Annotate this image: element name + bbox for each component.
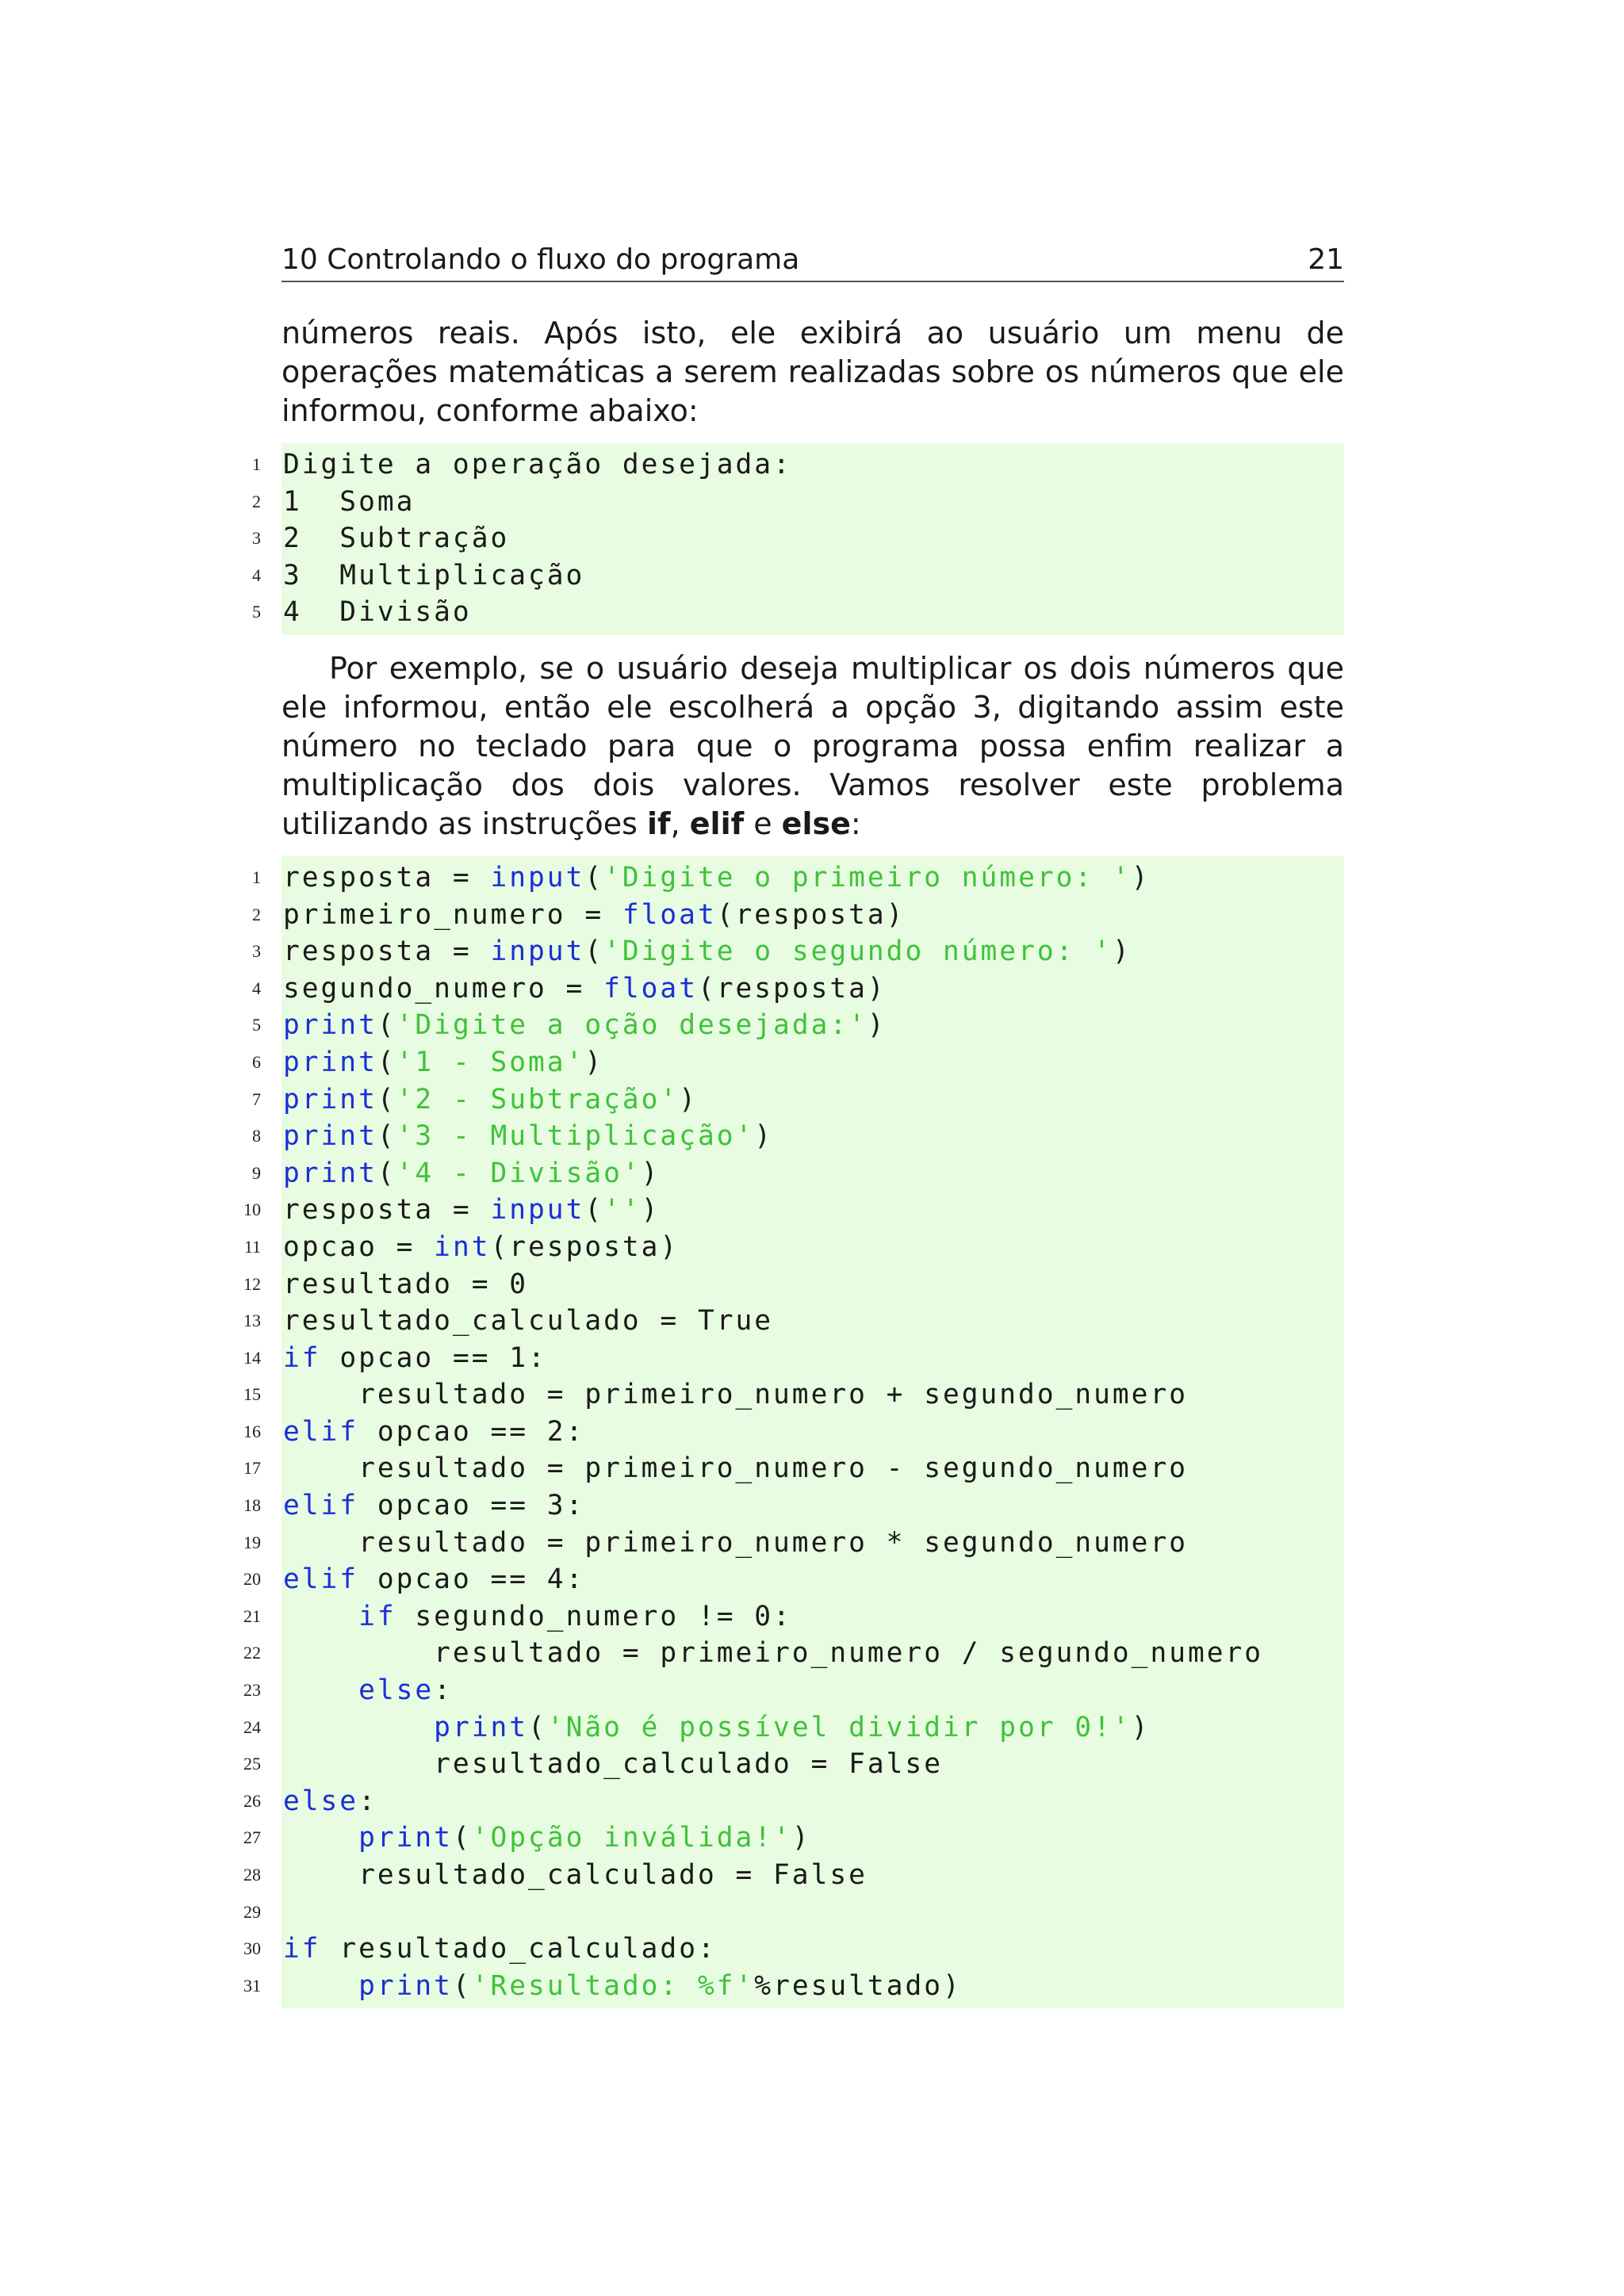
code-keyword: else — [283, 1785, 359, 1817]
code-line — [243, 1672, 1344, 1709]
code-string: 'Opção inválida!' — [471, 1822, 792, 1854]
code-line — [243, 1414, 1344, 1451]
code-line — [252, 1118, 1344, 1155]
code-text: ) — [641, 1157, 661, 1189]
line-number: 29 — [243, 1901, 261, 1922]
code-line — [252, 446, 1344, 484]
code-line — [243, 1450, 1344, 1487]
code-line — [243, 1192, 1344, 1229]
code-string: 'Resultado: %f' — [471, 1969, 755, 2002]
line-number: 12 — [243, 1273, 261, 1294]
code-line — [243, 1709, 1344, 1747]
code-text: ( — [377, 1046, 396, 1078]
code-text: ( — [377, 1083, 396, 1115]
code-line — [243, 1561, 1344, 1598]
code-text: ) — [641, 1194, 661, 1226]
running-header — [282, 241, 1344, 282]
line-number: 27 — [243, 1827, 261, 1848]
code-line — [243, 1340, 1344, 1377]
line-number: 25 — [243, 1754, 261, 1774]
code-string: 'Digite a oção desejada:' — [396, 1009, 868, 1042]
code-text: ) — [867, 1009, 887, 1042]
code-text: primeiro_numero = — [283, 898, 622, 931]
code-text: (resposta) — [490, 1230, 680, 1263]
code-text: ( — [584, 1194, 604, 1226]
code-text: ) — [679, 1083, 698, 1115]
code-line — [243, 1968, 1344, 2005]
code-line — [243, 1487, 1344, 1525]
code-text: resultado = primeiro_numero / segundo_numero — [283, 1637, 1264, 1670]
code-keyword: input — [490, 936, 585, 968]
code-text: ( — [528, 1711, 547, 1743]
line-number: 1 — [252, 867, 261, 887]
code-text: ( — [377, 1120, 396, 1153]
paragraph-end: : — [850, 806, 861, 841]
code-line — [243, 1857, 1344, 1894]
code-text: resposta = — [283, 1194, 491, 1226]
code-text: ( — [377, 1157, 396, 1189]
code-line — [252, 970, 1344, 1008]
code-text — [283, 1970, 358, 2002]
code-keyword: if — [283, 1933, 321, 1965]
code-keyword: float — [603, 972, 698, 1004]
code-line — [243, 1525, 1344, 1562]
code-line — [243, 1820, 1344, 1857]
line-number: 21 — [243, 1605, 261, 1626]
code-text: ) — [754, 1120, 774, 1153]
code-text: ( — [377, 1009, 396, 1042]
code-keyword: if — [358, 1600, 396, 1632]
line-number: 22 — [243, 1643, 261, 1663]
code-keyword: print — [283, 1120, 377, 1153]
code-text: %resultado) — [754, 1969, 962, 2002]
code-text — [283, 1601, 358, 1632]
code-keyword: elif — [283, 1415, 359, 1448]
line-number: 4 — [252, 564, 261, 585]
line-number: 2 — [252, 904, 261, 924]
line-number: 19 — [243, 1532, 261, 1552]
code-keyword: print — [283, 1009, 377, 1042]
code-keyword: elif — [283, 1563, 359, 1596]
code-text — [283, 1674, 358, 1706]
code-line — [243, 1266, 1344, 1303]
code-text: resultado = primeiro_numero - segundo_numero — [283, 1452, 1188, 1485]
code-text: : — [358, 1785, 377, 1817]
page-number: 21 — [1308, 243, 1344, 276]
code-keyword: print — [283, 1083, 377, 1115]
code-text: opcao = — [283, 1230, 435, 1263]
code-keyword: print — [283, 1157, 377, 1189]
code-string: 'Não é possível dividir por 0!' — [546, 1711, 1132, 1743]
menu-line-text: Digite a operação desejada: — [283, 449, 792, 480]
code-string: '' — [603, 1194, 642, 1226]
line-number: 31 — [243, 1975, 261, 1996]
code-text — [283, 1712, 434, 1743]
code-text: opcao == 4: — [358, 1563, 585, 1596]
line-number: 23 — [243, 1680, 261, 1701]
code-line — [243, 1376, 1344, 1414]
code-text: (resposta) — [697, 972, 887, 1004]
intro-paragraph: números reais. Após isto, ele exibirá ao usuário um menu de operações matemáticas a serem realizadas sobre os números que ele informou, conforme abaixo: — [282, 316, 1344, 428]
menu-line-text: 1 Soma — [283, 485, 416, 518]
code-line — [243, 1746, 1344, 1783]
code-text: resultado = 0 — [283, 1268, 529, 1300]
line-number: 26 — [243, 1790, 261, 1811]
code-keyword: print — [434, 1711, 529, 1743]
code-text: ) — [1112, 936, 1132, 968]
code-line — [252, 484, 1344, 521]
code-text: resultado = primeiro_numero * segundo_numero — [283, 1526, 1188, 1559]
code-keyword: input — [490, 861, 585, 894]
line-number: 2 — [252, 491, 261, 511]
line-number: 15 — [243, 1384, 261, 1405]
line-number: 5 — [252, 1015, 261, 1035]
code-text: segundo_numero != 0: — [396, 1600, 792, 1632]
line-number: 5 — [252, 602, 261, 622]
code-line — [252, 1044, 1344, 1081]
code-text: ( — [584, 936, 604, 968]
code-text: opcao == 2: — [358, 1415, 585, 1448]
example-text: Por exemplo, se o usuário deseja multiplicar os dois números que ele informou, então ele escolherá a opção 3, digitando assim este número no teclado para que o programa possa enfim realizar a multiplicação dos dois valores. Vamos resolver este problema utilizando as instruções — [282, 650, 1344, 841]
code-line — [252, 859, 1344, 897]
code-string: '4 - Divisão' — [396, 1157, 642, 1189]
code-keyword: int — [434, 1230, 491, 1263]
line-number: 9 — [252, 1162, 261, 1183]
code-text: segundo_numero = — [283, 972, 604, 1004]
code-text: ( — [452, 1969, 472, 2002]
code-text: : — [434, 1674, 453, 1707]
code-line — [243, 1783, 1344, 1820]
code-text: ) — [1131, 1711, 1151, 1743]
code-line — [252, 1155, 1344, 1192]
line-number: 14 — [243, 1347, 261, 1368]
code-keyword: print — [358, 1969, 453, 2002]
menu-line-text: 2 Subtração — [283, 522, 510, 555]
code-keyword: elif — [283, 1490, 359, 1522]
chapter-title: 10 Controlando o fluxo do programa — [282, 243, 800, 276]
menu-line-text: 4 Divisão — [283, 596, 472, 629]
keyword-if: if — [647, 806, 671, 841]
keyword-else: else — [781, 806, 851, 841]
line-number: 8 — [252, 1126, 261, 1146]
code-line — [252, 557, 1344, 595]
line-number: 30 — [243, 1938, 261, 1959]
page — [243, 241, 1344, 2022]
line-number: 3 — [252, 941, 261, 962]
line-number: 4 — [252, 978, 261, 998]
code-keyword: else — [358, 1674, 435, 1707]
line-number: 13 — [243, 1311, 261, 1331]
line-number: 11 — [243, 1236, 261, 1257]
code-text: opcao == 1: — [320, 1341, 547, 1374]
code-text: ) — [1131, 861, 1151, 894]
code-line — [252, 897, 1344, 934]
line-number: 10 — [243, 1200, 261, 1220]
code-keyword: float — [622, 898, 717, 931]
code-string: 'Digite o primeiro número: ' — [603, 861, 1132, 894]
menu-listing — [252, 443, 1344, 635]
code-keyword: input — [490, 1194, 585, 1226]
line-number: 1 — [252, 454, 261, 474]
separator: , — [670, 806, 690, 841]
code-line — [252, 594, 1344, 631]
code-text: ( — [584, 861, 604, 894]
line-number: 18 — [243, 1495, 261, 1516]
code-keyword: print — [358, 1822, 453, 1854]
code-line — [243, 1635, 1344, 1672]
code-text — [283, 1822, 358, 1854]
keyword-elif: elif — [689, 806, 745, 841]
code-string: '3 - Multiplicação' — [396, 1120, 755, 1153]
code-text: resultado = primeiro_numero + segundo_numero — [283, 1379, 1188, 1411]
code-listing — [243, 856, 1344, 2008]
code-line — [243, 1894, 1344, 1931]
code-line — [243, 1303, 1344, 1340]
code-line — [243, 1229, 1344, 1266]
code-line — [252, 1007, 1344, 1044]
code-text: ( — [452, 1822, 472, 1854]
code-line — [252, 933, 1344, 970]
code-line — [252, 1081, 1344, 1119]
code-line — [243, 1598, 1344, 1636]
line-number: 7 — [252, 1089, 261, 1109]
code-line — [252, 520, 1344, 557]
code-text: resposta = — [283, 936, 491, 968]
code-string: '1 - Soma' — [396, 1046, 585, 1078]
separator: e — [744, 806, 782, 841]
example-paragraph — [282, 649, 1344, 844]
line-number: 16 — [243, 1421, 261, 1441]
code-text: ) — [584, 1046, 604, 1078]
code-keyword: if — [283, 1341, 321, 1374]
line-number: 28 — [243, 1865, 261, 1885]
code-text: resultado_calculado: — [320, 1933, 717, 1965]
line-number: 6 — [252, 1051, 261, 1072]
code-text: resultado_calculado = False — [283, 1859, 868, 1891]
code-line — [243, 1931, 1344, 1968]
code-string: '2 - Subtração' — [396, 1083, 680, 1115]
line-number: 24 — [243, 1716, 261, 1737]
code-keyword: print — [283, 1046, 377, 1078]
code-text: (resposta) — [716, 898, 906, 931]
line-number: 20 — [243, 1569, 261, 1590]
line-number: 3 — [252, 528, 261, 549]
code-text: ) — [791, 1822, 811, 1854]
code-text: resultado_calculado = False — [283, 1748, 943, 1781]
code-string: 'Digite o segundo número: ' — [603, 936, 1113, 968]
code-text: opcao == 3: — [358, 1490, 585, 1522]
code-text: resposta = — [283, 861, 491, 894]
menu-line-text: 3 Multiplicação — [283, 559, 585, 591]
line-number: 17 — [243, 1458, 261, 1479]
code-text: resultado_calculado = True — [283, 1305, 774, 1337]
